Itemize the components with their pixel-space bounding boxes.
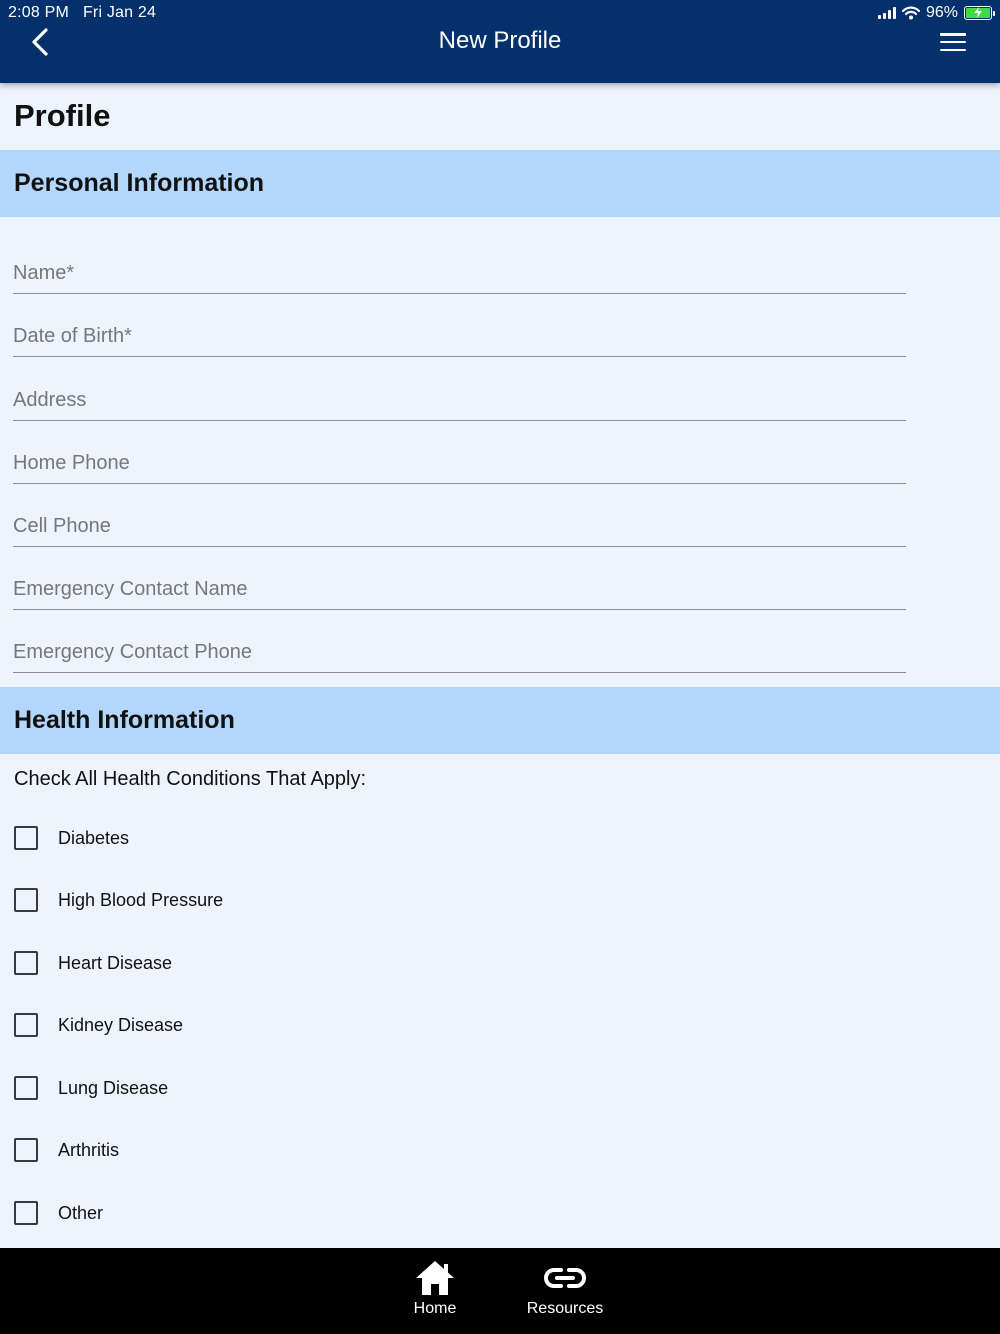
nav-label-home: Home <box>413 1300 457 1317</box>
wifi-icon <box>902 6 920 20</box>
home-phone-input[interactable] <box>13 444 906 483</box>
nav-item-home[interactable] <box>404 1248 466 1334</box>
status-bar-time <box>8 4 156 22</box>
emergency-contact-name-field[interactable] <box>13 570 906 610</box>
name-field[interactable] <box>13 254 906 294</box>
condition-label: Arthritis <box>58 1139 120 1160</box>
address-field[interactable] <box>13 381 906 421</box>
condition-other[interactable] <box>14 1200 103 1226</box>
condition-kidney-disease[interactable] <box>14 1012 183 1038</box>
back-button[interactable] <box>24 24 56 60</box>
condition-label: Other <box>58 1202 104 1223</box>
home-icon <box>415 1260 455 1296</box>
condition-high-blood-pressure[interactable] <box>14 887 223 913</box>
condition-diabetes[interactable] <box>14 825 129 851</box>
checkbox[interactable] <box>14 1201 38 1225</box>
bottom-nav <box>0 1248 1000 1334</box>
condition-label: Lung Disease <box>58 1077 169 1098</box>
status-bar-indicators <box>878 4 992 22</box>
emergency-contact-phone-field[interactable] <box>13 633 906 673</box>
chevron-left-icon <box>31 28 49 56</box>
condition-heart-disease[interactable] <box>14 950 172 976</box>
status-time: 2:08 PM <box>8 4 69 21</box>
nav-item-resources[interactable] <box>524 1248 606 1334</box>
condition-label: High Blood Pressure <box>58 889 224 910</box>
menu-button[interactable] <box>938 30 968 54</box>
condition-arthritis[interactable] <box>14 1137 119 1163</box>
checkbox[interactable] <box>14 826 38 850</box>
checkbox[interactable] <box>14 1076 38 1100</box>
hamburger-icon <box>940 33 966 36</box>
condition-label: Heart Disease <box>58 952 173 973</box>
app-header <box>0 0 1000 83</box>
checkbox[interactable] <box>14 1138 38 1162</box>
checkbox[interactable] <box>14 888 38 912</box>
date-of-birth-field[interactable] <box>13 317 906 357</box>
address-input[interactable] <box>13 381 906 420</box>
condition-label: Kidney Disease <box>58 1014 184 1035</box>
cellular-signal-icon <box>878 7 896 19</box>
status-date: Fri Jan 24 <box>82 4 157 21</box>
date-of-birth-input[interactable] <box>13 317 906 356</box>
nav-label-resources: Resources <box>526 1300 604 1317</box>
name-input[interactable] <box>13 254 906 293</box>
header-title: New Profile <box>438 27 562 54</box>
section-header-personal: Personal Information <box>0 150 1000 217</box>
condition-label: Diabetes <box>58 827 130 848</box>
home-phone-field[interactable] <box>13 444 906 484</box>
checkbox[interactable] <box>14 951 38 975</box>
section-header-health: Health Information <box>0 687 1000 754</box>
condition-lung-disease[interactable] <box>14 1075 168 1101</box>
link-icon <box>544 1266 586 1290</box>
emergency-contact-phone-input[interactable] <box>13 633 906 672</box>
cell-phone-field[interactable] <box>13 507 906 547</box>
emergency-contact-name-input[interactable] <box>13 570 906 609</box>
battery-icon <box>964 6 992 20</box>
page-title: Profile <box>14 98 111 133</box>
health-conditions-prompt: Check All Health Conditions That Apply: <box>14 768 367 790</box>
cell-phone-input[interactable] <box>13 507 906 546</box>
battery-percent: 96% <box>925 4 958 21</box>
checkbox[interactable] <box>14 1013 38 1037</box>
